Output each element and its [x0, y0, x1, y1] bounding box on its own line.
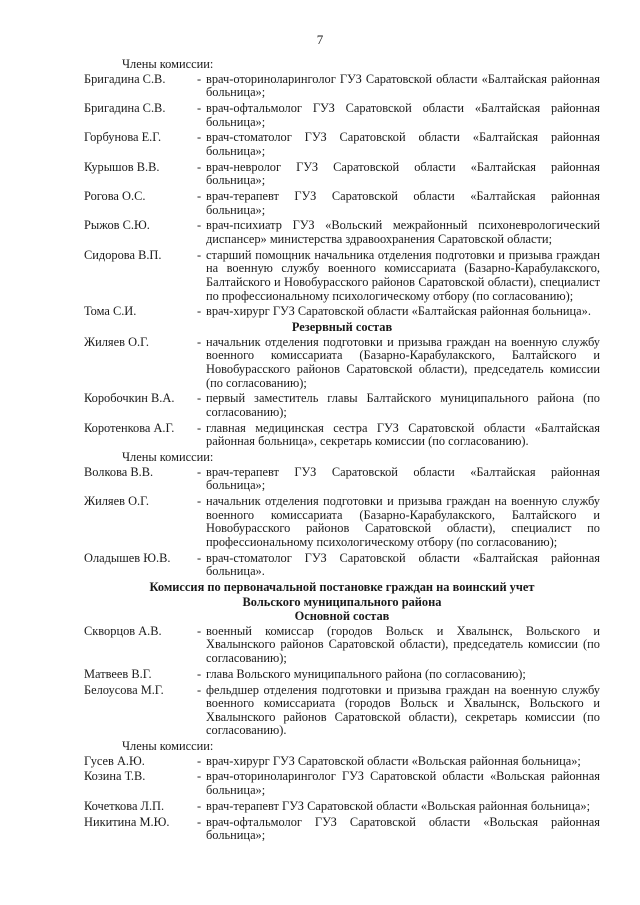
members-label: Члены комиссии:	[122, 739, 214, 754]
members-label: Члены комиссии:	[122, 57, 214, 71]
member-name: Жиляев О.Г.	[84, 494, 149, 509]
member-role: первый заместитель главы Балтайского муниципального района (по согласованию);	[206, 391, 600, 419]
member-row	[84, 305, 600, 319]
member-name: Коротенкова А.Г.	[84, 420, 175, 435]
member-row	[84, 131, 600, 158]
dash-separator: -	[197, 494, 202, 509]
member-name: Бригадина С.В.	[84, 71, 166, 86]
members-label: Члены комиссии:	[122, 450, 214, 465]
member-row	[84, 684, 600, 738]
dash-separator: -	[197, 218, 202, 233]
member-name: Козина Т.В.	[84, 769, 146, 784]
dash-separator: -	[197, 334, 202, 349]
dash-separator: -	[197, 189, 202, 204]
member-row	[84, 422, 600, 449]
member-name: Сидорова В.П.	[84, 247, 162, 262]
dash-separator: -	[197, 304, 202, 319]
dash-separator: -	[197, 247, 202, 262]
member-row	[84, 392, 600, 419]
dash-separator: -	[197, 159, 202, 174]
member-row	[84, 816, 600, 843]
dash-separator: -	[197, 71, 202, 86]
dash-separator: -	[197, 391, 202, 406]
member-name: Коробочкин В.А.	[84, 391, 175, 406]
member-role: начальник отделения подготовки и призыва граждан на военную службу военного комиссариата (Базарно-Карабулакского, Балтайского и Новобурасского районов Саратовской области), специалист по профессиональному психологическому отбору (по согласованию);	[206, 494, 600, 549]
member-role: военный комиссар (городов Вольск и Хвалынск, Вольского и Хвалынского районов Саратовской области), председатель комиссии (по согласованию);	[206, 623, 600, 665]
member-name: Рыжов С.Ю.	[84, 218, 150, 233]
member-role: врач-терапевт ГУЗ Саратовской области «Вольская районная больница»;	[206, 798, 591, 813]
dash-separator: -	[197, 798, 202, 813]
dash-separator: -	[197, 550, 202, 565]
member-row	[84, 249, 600, 303]
member-role: врач-оториноларинголог ГУЗ Саратовской области «Балтайская районная больница»;	[206, 71, 600, 100]
dash-separator: -	[197, 769, 202, 784]
member-name: Матвеев В.Г.	[84, 666, 152, 681]
dash-separator: -	[197, 130, 202, 145]
dash-separator: -	[197, 753, 202, 768]
member-name: Скворцов А.В.	[84, 623, 162, 638]
member-role: врач-стоматолог ГУЗ Саратовской области «Балтайская районная больница»;	[206, 130, 600, 158]
member-role: врач-офтальмолог ГУЗ Саратовской области «Балтайская районная больница»;	[206, 100, 600, 129]
member-role: врач-стоматолог ГУЗ Саратовской области «Балтайская районная больница».	[206, 550, 600, 579]
member-row	[84, 161, 600, 188]
member-role: врач-оториноларинголог ГУЗ Саратовской области «Вольская районная больница»;	[206, 769, 600, 798]
member-row	[84, 755, 600, 769]
dash-separator: -	[197, 682, 202, 697]
member-role: врач-психиатр ГУЗ «Вольский межрайонный психоневрологический диспансер» министерства здравоохранения Саратовской области;	[206, 218, 600, 247]
section-heading: Резервный состав	[291, 320, 393, 335]
member-name: Гусев А.Ю.	[84, 753, 145, 768]
member-name: Жиляев О.Г.	[84, 334, 149, 349]
member-row	[84, 770, 600, 797]
member-name: Курышов В.В.	[84, 159, 160, 174]
commission-list	[84, 58, 600, 843]
member-role: главная медицинская сестра ГУЗ Саратовской области «Балтайская районная больница», секретарь комиссии (по согласованию).	[206, 420, 600, 449]
member-role: фельдшер отделения подготовки и призыва граждан на военную службу военного комиссариата (городов Вольск и Хвалынск, Вольского и Хвалынского районов Саратовской области), секретарь комиссии (по согласованию).	[206, 682, 600, 738]
member-name: Оладышев Ю.В.	[84, 550, 171, 565]
dash-separator: -	[197, 464, 202, 479]
member-name: Кочеткова Л.П.	[84, 798, 165, 813]
member-row	[84, 466, 600, 493]
member-name: Тома С.И.	[84, 304, 137, 319]
member-role: врач-офтальмолог ГУЗ Саратовской области «Вольская районная больница»;	[206, 814, 600, 843]
member-role: врач-терапевт ГУЗ Саратовской области «Балтайская районная больница»;	[206, 189, 600, 217]
member-role: врач-невролог ГУЗ Саратовской области «Балтайская районная больница»;	[206, 159, 600, 188]
dash-separator: -	[197, 814, 202, 829]
member-row	[84, 190, 600, 217]
member-row	[84, 336, 600, 390]
member-role: врач-хирург ГУЗ Саратовской области «Вольская районная больница»;	[206, 753, 581, 768]
member-row	[84, 668, 600, 682]
dash-separator: -	[197, 100, 202, 115]
member-role: врач-хирург ГУЗ Саратовской области «Балтайская районная больница».	[206, 304, 591, 319]
member-role: старший помощник начальника отделения подготовки и призыва граждан на военную службу военного комиссариата (Базарно-Карабулакского, Балтайского и Новобурасского районов Саратовской области), специалист по профессиональному психологическому отбору (по согласованию);	[206, 247, 600, 303]
member-name: Никитина М.Ю.	[84, 814, 170, 829]
member-row	[84, 800, 600, 814]
member-role: глава Вольского муниципального района (по согласованию);	[206, 666, 526, 681]
member-row	[84, 495, 600, 549]
member-row	[84, 219, 600, 246]
dash-separator: -	[197, 420, 202, 435]
member-name: Горбунова Е.Г.	[84, 130, 162, 145]
member-role: врач-терапевт ГУЗ Саратовской области «Балтайская районная больница»;	[206, 464, 600, 493]
member-name: Бригадина С.В.	[84, 100, 166, 115]
section-heading: Комиссия по первоначальной постановке граждан на воинский учет	[149, 580, 535, 594]
member-row	[84, 552, 600, 579]
member-name: Рогова О.С.	[84, 189, 146, 204]
section-heading: Вольского муниципального района	[242, 594, 442, 609]
member-row	[84, 73, 600, 100]
dash-separator: -	[197, 666, 202, 681]
member-row	[84, 625, 600, 666]
section-heading: Основной состав	[294, 609, 390, 624]
member-name: Белоусова М.Г.	[84, 682, 164, 697]
member-name: Волкова В.В.	[84, 464, 154, 479]
dash-separator: -	[197, 623, 202, 638]
page-number: 7	[316, 32, 324, 47]
member-role: начальник отделения подготовки и призыва граждан на военную службу военного комиссариата (Базарно-Карабулакского, Балтайского и Новобурасского районов Саратовской области), председатель комиссии (по согласованию);	[206, 334, 600, 390]
member-row	[84, 102, 600, 129]
